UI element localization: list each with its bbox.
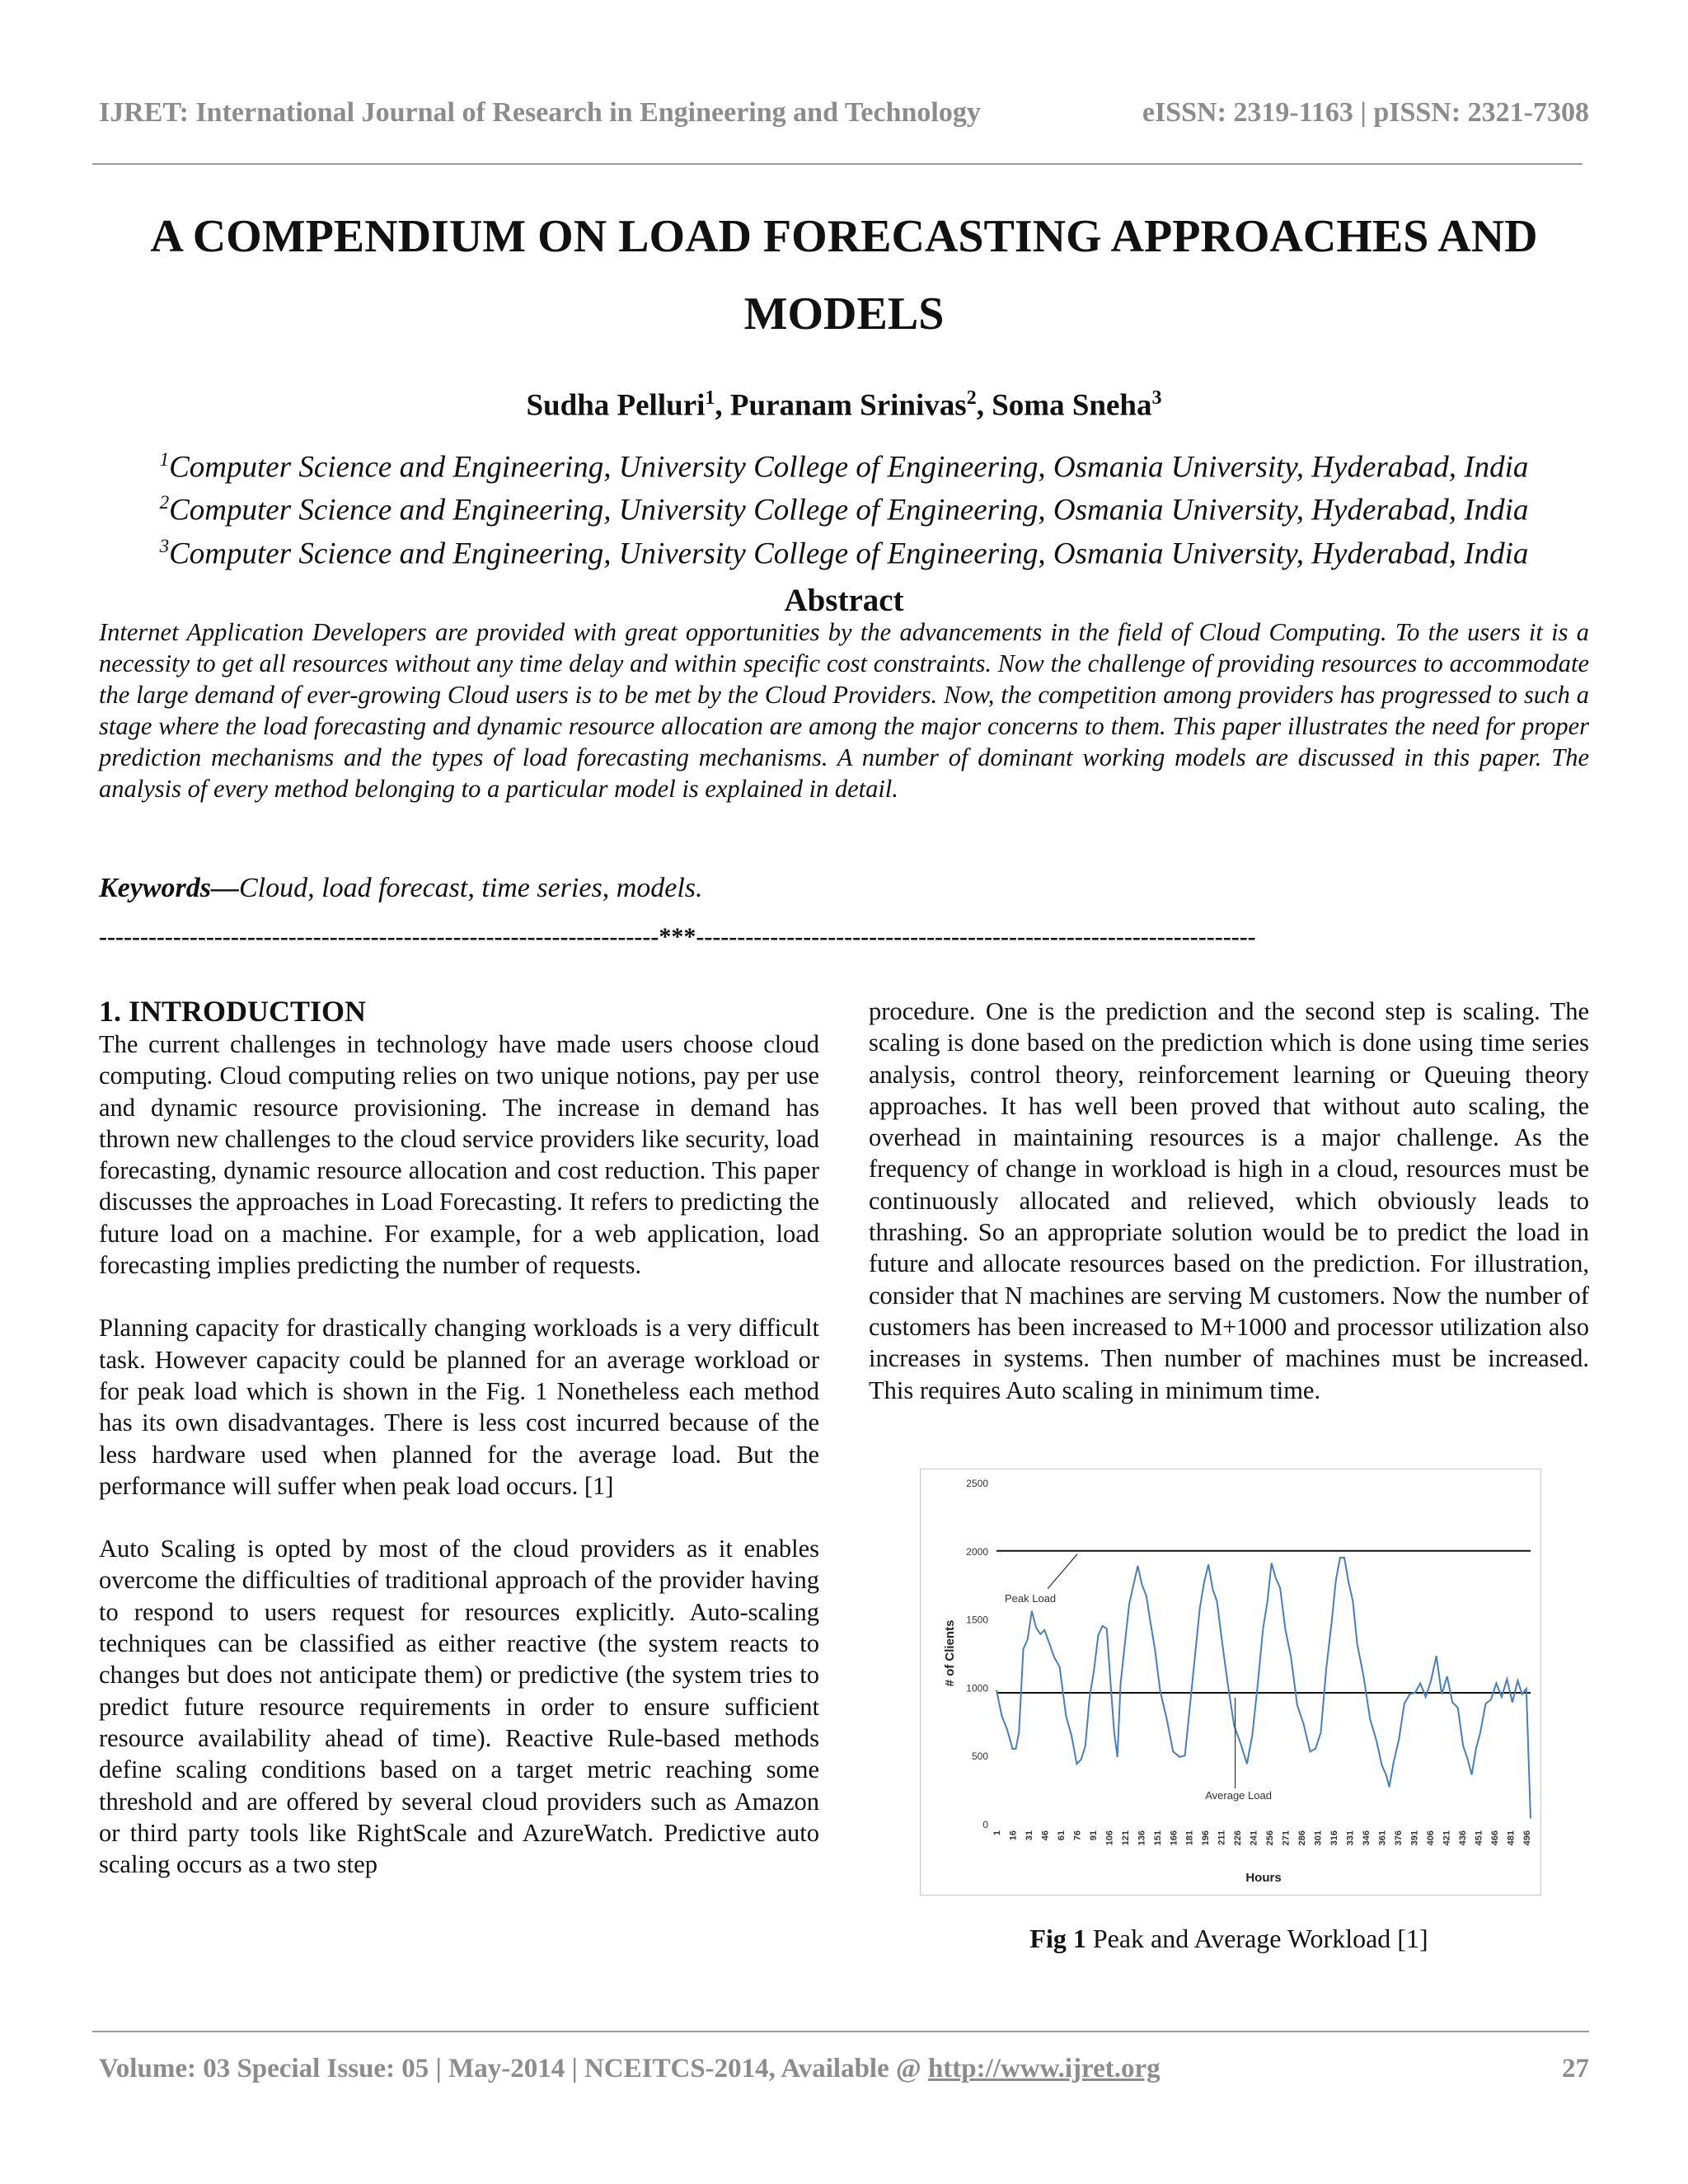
x-tick-label: 151	[1152, 1830, 1163, 1846]
x-tick-label: 76	[1072, 1830, 1083, 1841]
x-tick-label: 451	[1474, 1830, 1484, 1846]
annotation-peak-load: Peak Load	[1005, 1591, 1057, 1605]
annotation-arrow	[1048, 1554, 1077, 1589]
footer-volume: Volume: 03 Special Issue: 05 | May-2014 | NCEITCS-2014, Available @ http://www.ijret.org	[99, 2054, 1160, 2083]
author-sup: 3	[1151, 387, 1162, 409]
affiliation: $^3$Computer Science and Engineering, University College of Engineering, Osmania University, Hyderabad, India	[159, 535, 1529, 570]
workload-chart	[920, 1469, 1541, 1896]
x-axis-label: Hours	[1245, 1871, 1282, 1885]
x-tick-label: 406	[1425, 1830, 1436, 1846]
y-tick-label: 1000	[966, 1682, 988, 1694]
x-tick-label: 136	[1137, 1830, 1147, 1846]
x-tick-label: 121	[1120, 1830, 1131, 1846]
paragraph: Auto Scaling is opted by most of the cloud providers as it enables overcome the difficulties of traditional approach of the provider having to respond to users request for resources explicitly. Auto-scaling techniques can be classified as either reactive (the system reacts to changes but does not anticipate them) or predictive (the system tries to predict future resource requirements in order to ensure sufficient resource availability ahead of time). Reactive Rule-based methods define scaling conditions based on a target metric reaching some threshold and are offered by several cloud providers such as Amazon or third party tools like RightScale and AzureWatch. Predictive auto scaling occurs as a two step	[99, 1535, 819, 1879]
x-tick-label: 316	[1329, 1830, 1340, 1846]
figure-label: Fig 1	[1029, 1924, 1086, 1953]
x-tick-label: 466	[1489, 1830, 1500, 1846]
y-tick-label: 1500	[966, 1614, 988, 1626]
x-tick-label: 106	[1104, 1830, 1115, 1846]
author-sup: 2	[966, 387, 977, 409]
y-tick-label: 2500	[966, 1478, 988, 1489]
affiliation: $^2$Computer Science and Engineering, University College of Engineering, Osmania University, Hyderabad, India	[159, 492, 1529, 527]
x-tick-label: 376	[1393, 1830, 1404, 1846]
x-tick-label: 31	[1024, 1830, 1034, 1841]
abstract-heading: Abstract	[784, 583, 904, 618]
x-tick-label: 391	[1409, 1830, 1420, 1846]
x-tick-label: 286	[1297, 1830, 1308, 1846]
x-tick-label: 226	[1233, 1830, 1244, 1846]
paragraph: procedure. One is the prediction and the second step is scaling. The scaling is done based on the prediction which is done using time series analysis, control theory, reinforcement learning or Queuing theory approaches. It has well been proved that without auto scaling, the overhead in maintaining resources is a major challenge. As the frequency of change in workload is high in a cloud, resources must be continuously allocated and relieved, which obviously leads to thrashing. So an appropriate solution would be to predict the load in future and allocate resources based on the prediction. For illustration, consider that N machines are serving M customers. Now the number of customers has been increased to M+1000 and processor utilization also increases in systems. Then number of machines must be increased. This requires Auto scaling in minimum time.	[869, 997, 1589, 1404]
author-name: Soma Sneha	[992, 388, 1152, 423]
abstract-text: Internet Application Developers are provided with great opportunities by the advancements in the field of Cloud Computing. To the users it is a necessity to get all resources without any time delay and within specific cost constraints. Now the challenge of providing resources to accommodate the large demand of ever-growing Cloud users is to be met by the Cloud Providers. Now, the competition among providers has progressed to such a stage where the load forecasting and dynamic resource allocation are among the major concerns to them. This paper illustrates the need for proper prediction mechanisms and the types of load forecasting mechanisms. A number of dominant working models are discussed in this paper. The analysis of every method belonging to a particular model is explained in detail.	[99, 618, 1589, 803]
page-number: 27	[1562, 2054, 1589, 2083]
x-tick-label: 211	[1217, 1830, 1227, 1845]
y-tick-label: 2000	[966, 1545, 988, 1558]
author-sup: 1	[705, 387, 715, 409]
paragraph: Planning capacity for drastically changing workloads is a very difficult task. However capacity could be planned for an average workload or for peak load which is shown in the Fig. 1 Nonetheless each method has its own disadvantages. There is less cost incurred because of the less hardware used when planned for the average load. But the performance will suffer when peak load occurs. [1]	[99, 1314, 819, 1500]
x-tick-label: 196	[1201, 1830, 1212, 1846]
header-divider	[92, 163, 1582, 165]
x-tick-label: 61	[1056, 1830, 1067, 1841]
x-tick-label: 91	[1088, 1830, 1099, 1841]
x-tick-label: 181	[1184, 1830, 1195, 1846]
title-line-2: MODELS	[743, 288, 945, 340]
keywords	[99, 873, 703, 904]
x-tick-label: 421	[1442, 1830, 1452, 1846]
x-tick-label: 481	[1506, 1830, 1517, 1846]
author-name: Sudha Pelluri	[526, 388, 706, 423]
author-list: Sudha Pelluri$^1$, Puranam Srinivas$^2$, Soma Sneha$^3$	[526, 387, 1162, 423]
paragraph: The current challenges in technology have made users choose cloud computing. Cloud computing relies on two unique notions, pay per use and dynamic resource provisioning. The increase in demand has thrown new challenges to the cloud service providers like security, load forecasting, dynamic resource allocation and cost reduction. This paper discusses the approaches in Load Forecasting. It refers to predicting the future load on a machine. For example, for a web application, load forecasting implies predicting the number of requests.	[99, 1030, 819, 1280]
x-tick-label: 331	[1345, 1830, 1356, 1846]
right-column	[869, 996, 1589, 1437]
x-tick-label: 346	[1362, 1830, 1372, 1846]
x-tick-label: 46	[1040, 1830, 1051, 1841]
affiliation: $^1$Computer Science and Engineering, University College of Engineering, Osmania University, Hyderabad, India	[159, 449, 1529, 485]
x-tick-label: 496	[1522, 1830, 1532, 1846]
affiliation-list	[92, 442, 1596, 571]
workload-series-line	[996, 1558, 1531, 1818]
footer-divider	[92, 2031, 1589, 2032]
paper-title	[92, 198, 1596, 353]
left-column	[99, 1029, 819, 1911]
keywords-text: Cloud, load forecast, time series, models.	[239, 873, 703, 903]
x-tick-label: 256	[1265, 1830, 1276, 1846]
y-tick-label: 500	[971, 1750, 988, 1763]
section-heading: 1. INTRODUCTION	[99, 995, 367, 1028]
x-tick-label: 166	[1169, 1830, 1179, 1846]
keywords-label: Keywords—	[99, 873, 239, 903]
annotation-average-load: Average Load	[1205, 1789, 1272, 1802]
journal-link[interactable]: http://www.ijret.org	[927, 2054, 1160, 2083]
y-tick-label: 0	[982, 1819, 988, 1830]
x-tick-label: 436	[1457, 1830, 1468, 1846]
x-tick-label: 241	[1249, 1830, 1259, 1846]
x-tick-label: 361	[1377, 1830, 1388, 1846]
x-tick-label: 301	[1313, 1830, 1324, 1846]
x-tick-label: 1	[992, 1830, 1002, 1836]
x-tick-label: 16	[1008, 1830, 1019, 1841]
section-separator: --------------------------------------------------------------------***--------------------------------------------------------------------	[99, 923, 1256, 950]
x-tick-label: 271	[1281, 1830, 1292, 1846]
y-axis-label: # of Clients	[943, 1619, 957, 1687]
journal-header: IJRET: International Journal of Research in Engineering and Technology	[99, 97, 981, 128]
chart-svg	[921, 1469, 1540, 1895]
issn-header: eISSN: 2319-1163 | pISSN: 2321-7308	[1142, 97, 1589, 128]
author-name: Puranam Srinivas	[729, 388, 967, 423]
figure-caption: Fig 1 Peak and Average Workload [1]	[1029, 1924, 1428, 1953]
title-line-1: A COMPENDIUM ON LOAD FORECASTING APPROACHES AND	[150, 211, 1538, 262]
